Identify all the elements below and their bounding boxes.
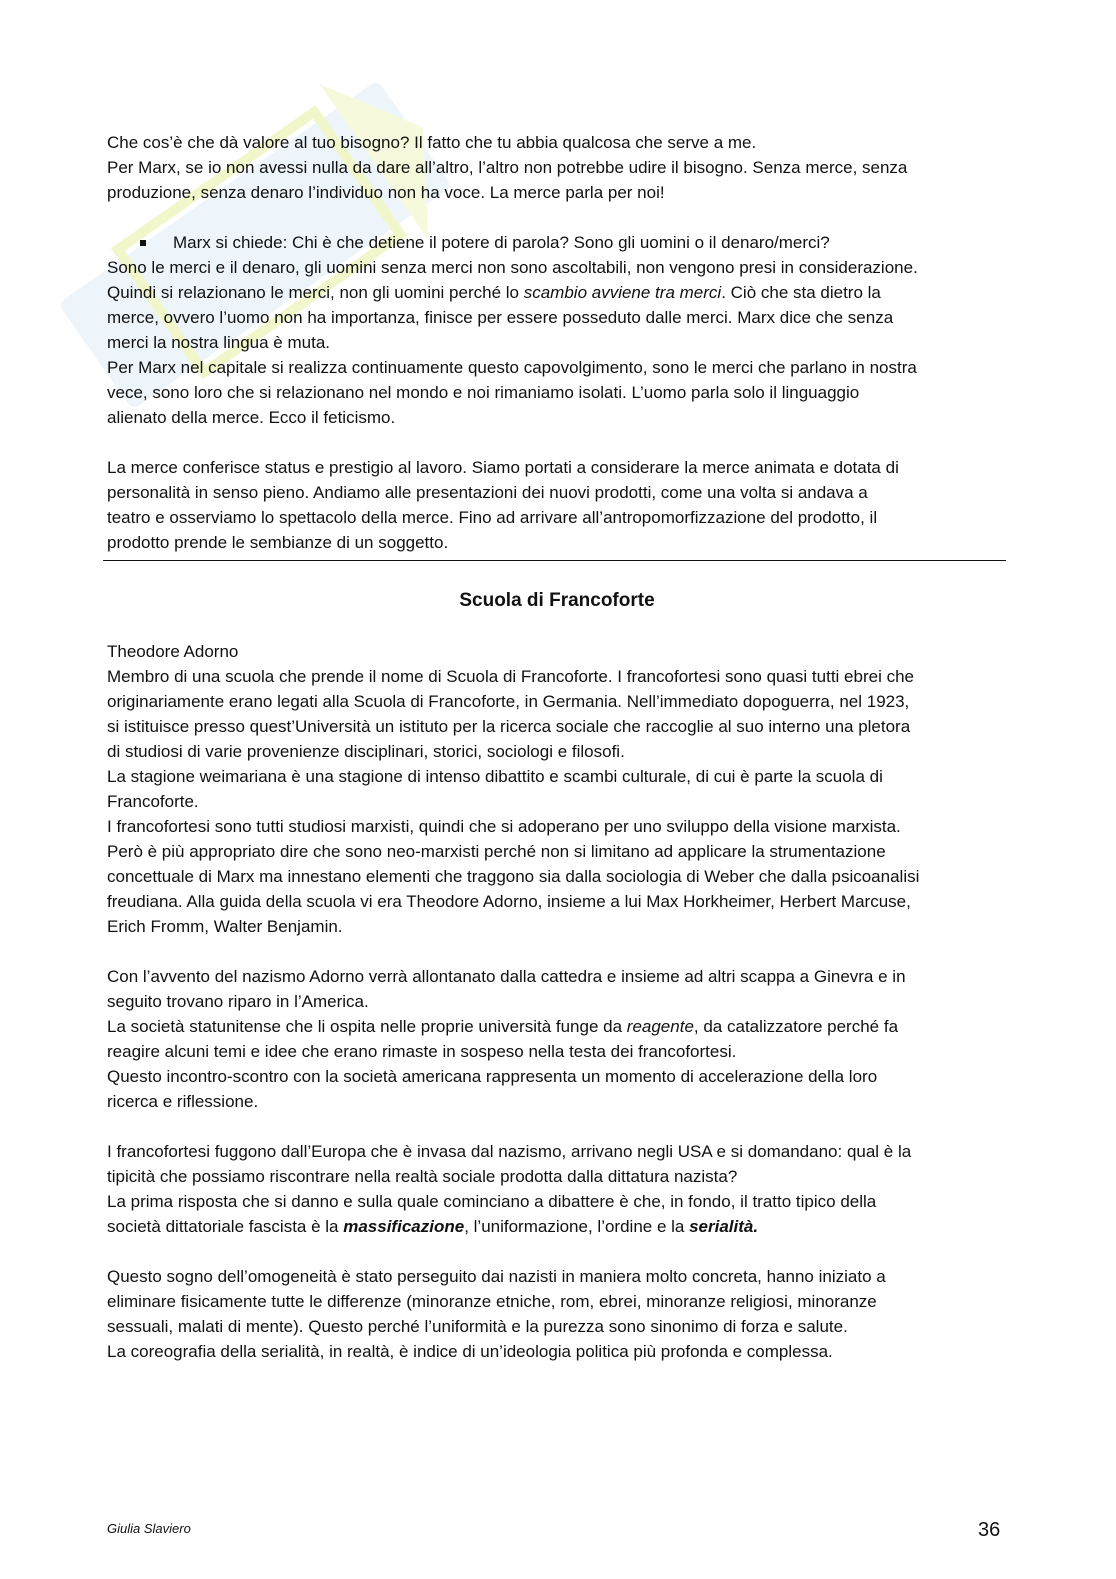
text-line: La società statunitense che li ospita nelle proprie università funge da reagente, da catalizzatore perché fa — [107, 1017, 899, 1036]
text-line: società dittatoriale fascista è la massificazione, l’uniformazione, l’ordine e la serialità. — [107, 1217, 759, 1236]
text-line: Membro di una scuola che prende il nome di Scuola di Francoforte. I francofortesi sono quasi tutti ebrei che — [107, 667, 914, 686]
text-line: eliminare fisicamente tutte le differenze (minoranze etniche, rom, ebrei, minoranze religiosi, minoranze — [107, 1292, 877, 1311]
page-number: 36 — [978, 1519, 1001, 1541]
text-line: freudiana. Alla guida della scuola vi era Theodore Adorno, insieme a lui Max Horkheimer, Herbert Marcuse, — [107, 892, 911, 911]
text-line: Con l’avvento del nazismo Adorno verrà allontanato dalla cattedra e insieme ad altri scappa a Ginevra e in — [107, 967, 906, 986]
text-line: Che cos’è che dà valore al tuo bisogno? Il fatto che tu abbia qualcosa che serve a me. — [107, 133, 757, 152]
text-line: Erich Fromm, Walter Benjamin. — [107, 917, 343, 936]
text-line: teatro e osserviamo lo spettacolo della merce. Fino ad arrivare all’antropomorfizzazione del prodotto, il — [107, 508, 878, 527]
text-line: alienato della merce. Ecco il feticismo. — [107, 408, 396, 427]
text-line: I francofortesi sono tutti studiosi marxisti, quindi che si adoperano per uno sviluppo della visione marxista. — [107, 817, 901, 836]
text-line: si istituisce presso quest’Università un istituto per la ricerca sociale che raccoglie al suo interno una pletora — [107, 717, 911, 736]
bullet-item — [107, 230, 1007, 255]
text-line: Quindi si relazionano le merci, non gli uomini perché lo scambio avviene tra merci. Ciò che sta dietro la — [107, 283, 881, 302]
text-line: Theodore Adorno — [107, 642, 239, 661]
section-heading: Scuola di Francoforte — [459, 590, 655, 611]
text-line: La stagione weimariana è una stagione di intenso dibattito e scambi culturale, di cui è parte la scuola di — [107, 767, 883, 786]
text-line: seguito trovano riparo in l’America. — [107, 992, 369, 1011]
text-line: merci la nostra lingua è muta. — [107, 333, 330, 352]
text-line: originariamente erano legati alla Scuola di Francoforte, in Germania. Nell’immediato dopoguerra, nel 1923, — [107, 692, 910, 711]
bullet-text: Marx si chiede: Chi è che detiene il potere di parola? Sono gli uomini o il denaro/merci? — [173, 233, 830, 252]
text-line: reagire alcuni temi e idee che erano rimaste in sospeso nella testa dei francofortesi. — [107, 1042, 737, 1061]
text-line: prodotto prende le sembianze di un soggetto. — [107, 533, 449, 552]
horizontal-divider — [103, 560, 1006, 561]
text-line: ricerca e riflessione. — [107, 1092, 259, 1111]
body-text-top — [107, 130, 1007, 555]
text-line: di studiosi di varie provenienze disciplinari, storici, sociologi e filosofi. — [107, 742, 625, 761]
text-line: Sono le merci e il denaro, gli uomini senza merci non sono ascoltabili, non vengono presi in considerazione. — [107, 258, 918, 277]
text-line: La merce conferisce status e prestigio al lavoro. Siamo portati a considerare la merce animata e dotata di — [107, 458, 899, 477]
body-text-bottom — [107, 639, 1012, 1364]
text-line: vece, sono loro che si relazionano nel mondo e noi rimaniamo isolati. L’uomo parla solo il linguaggio — [107, 383, 860, 402]
text-line: sessuali, malati di mente). Questo perché l’uniformità e la purezza sono sinonimo di forza e salute. — [107, 1317, 848, 1336]
text-line: merce, ovvero l’uomo non ha importanza, finisce per essere posseduto dalle merci. Marx dice che senza — [107, 308, 894, 327]
text-line: concettuale di Marx ma innestano elementi che traggono sia dalla sociologia di Weber che dalla psicoanalisi — [107, 867, 920, 886]
text-line: Questo sogno dell’omogeneità è stato perseguito dai nazisti in maniera molto concreta, hanno iniziato a — [107, 1267, 886, 1286]
square-bullet-icon — [140, 240, 146, 246]
text-line: tipicità che possiamo riscontrare nella realtà sociale prodotta dalla dittatura nazista? — [107, 1167, 738, 1186]
text-line: personalità in senso pieno. Andiamo alle presentazioni dei nuovi prodotti, come una volta si andava a — [107, 483, 868, 502]
text-line: Per Marx nel capitale si realizza continuamente questo capovolgimento, sono le merci che parlano in nostra — [107, 358, 917, 377]
text-line: La prima risposta che si danno e sulla quale cominciano a dibattere è che, in fondo, il tratto tipico della — [107, 1192, 877, 1211]
text-line: I francofortesi fuggono dall’Europa che è invasa dal nazismo, arrivano negli USA e si domandano: qual è la — [107, 1142, 912, 1161]
text-line: produzione, senza denaro l’individuo non ha voce. La merce parla per noi! — [107, 183, 665, 202]
footer-author: Giulia Slaviero — [107, 1521, 191, 1536]
text-line: Però è più appropriato dire che sono neo-marxisti perché non si limitano ad applicare la strumentazione — [107, 842, 886, 861]
text-line: Questo incontro-scontro con la società americana rappresenta un momento di accelerazione della loro — [107, 1067, 878, 1086]
text-line: Per Marx, se io non avessi nulla da dare all’altro, l’altro non potrebbe udire il bisogno. Senza merce, senza — [107, 158, 908, 177]
text-line: La coreografia della serialità, in realtà, è indice di un’ideologia politica più profonda e complessa. — [107, 1342, 833, 1361]
text-line: Francoforte. — [107, 792, 199, 811]
